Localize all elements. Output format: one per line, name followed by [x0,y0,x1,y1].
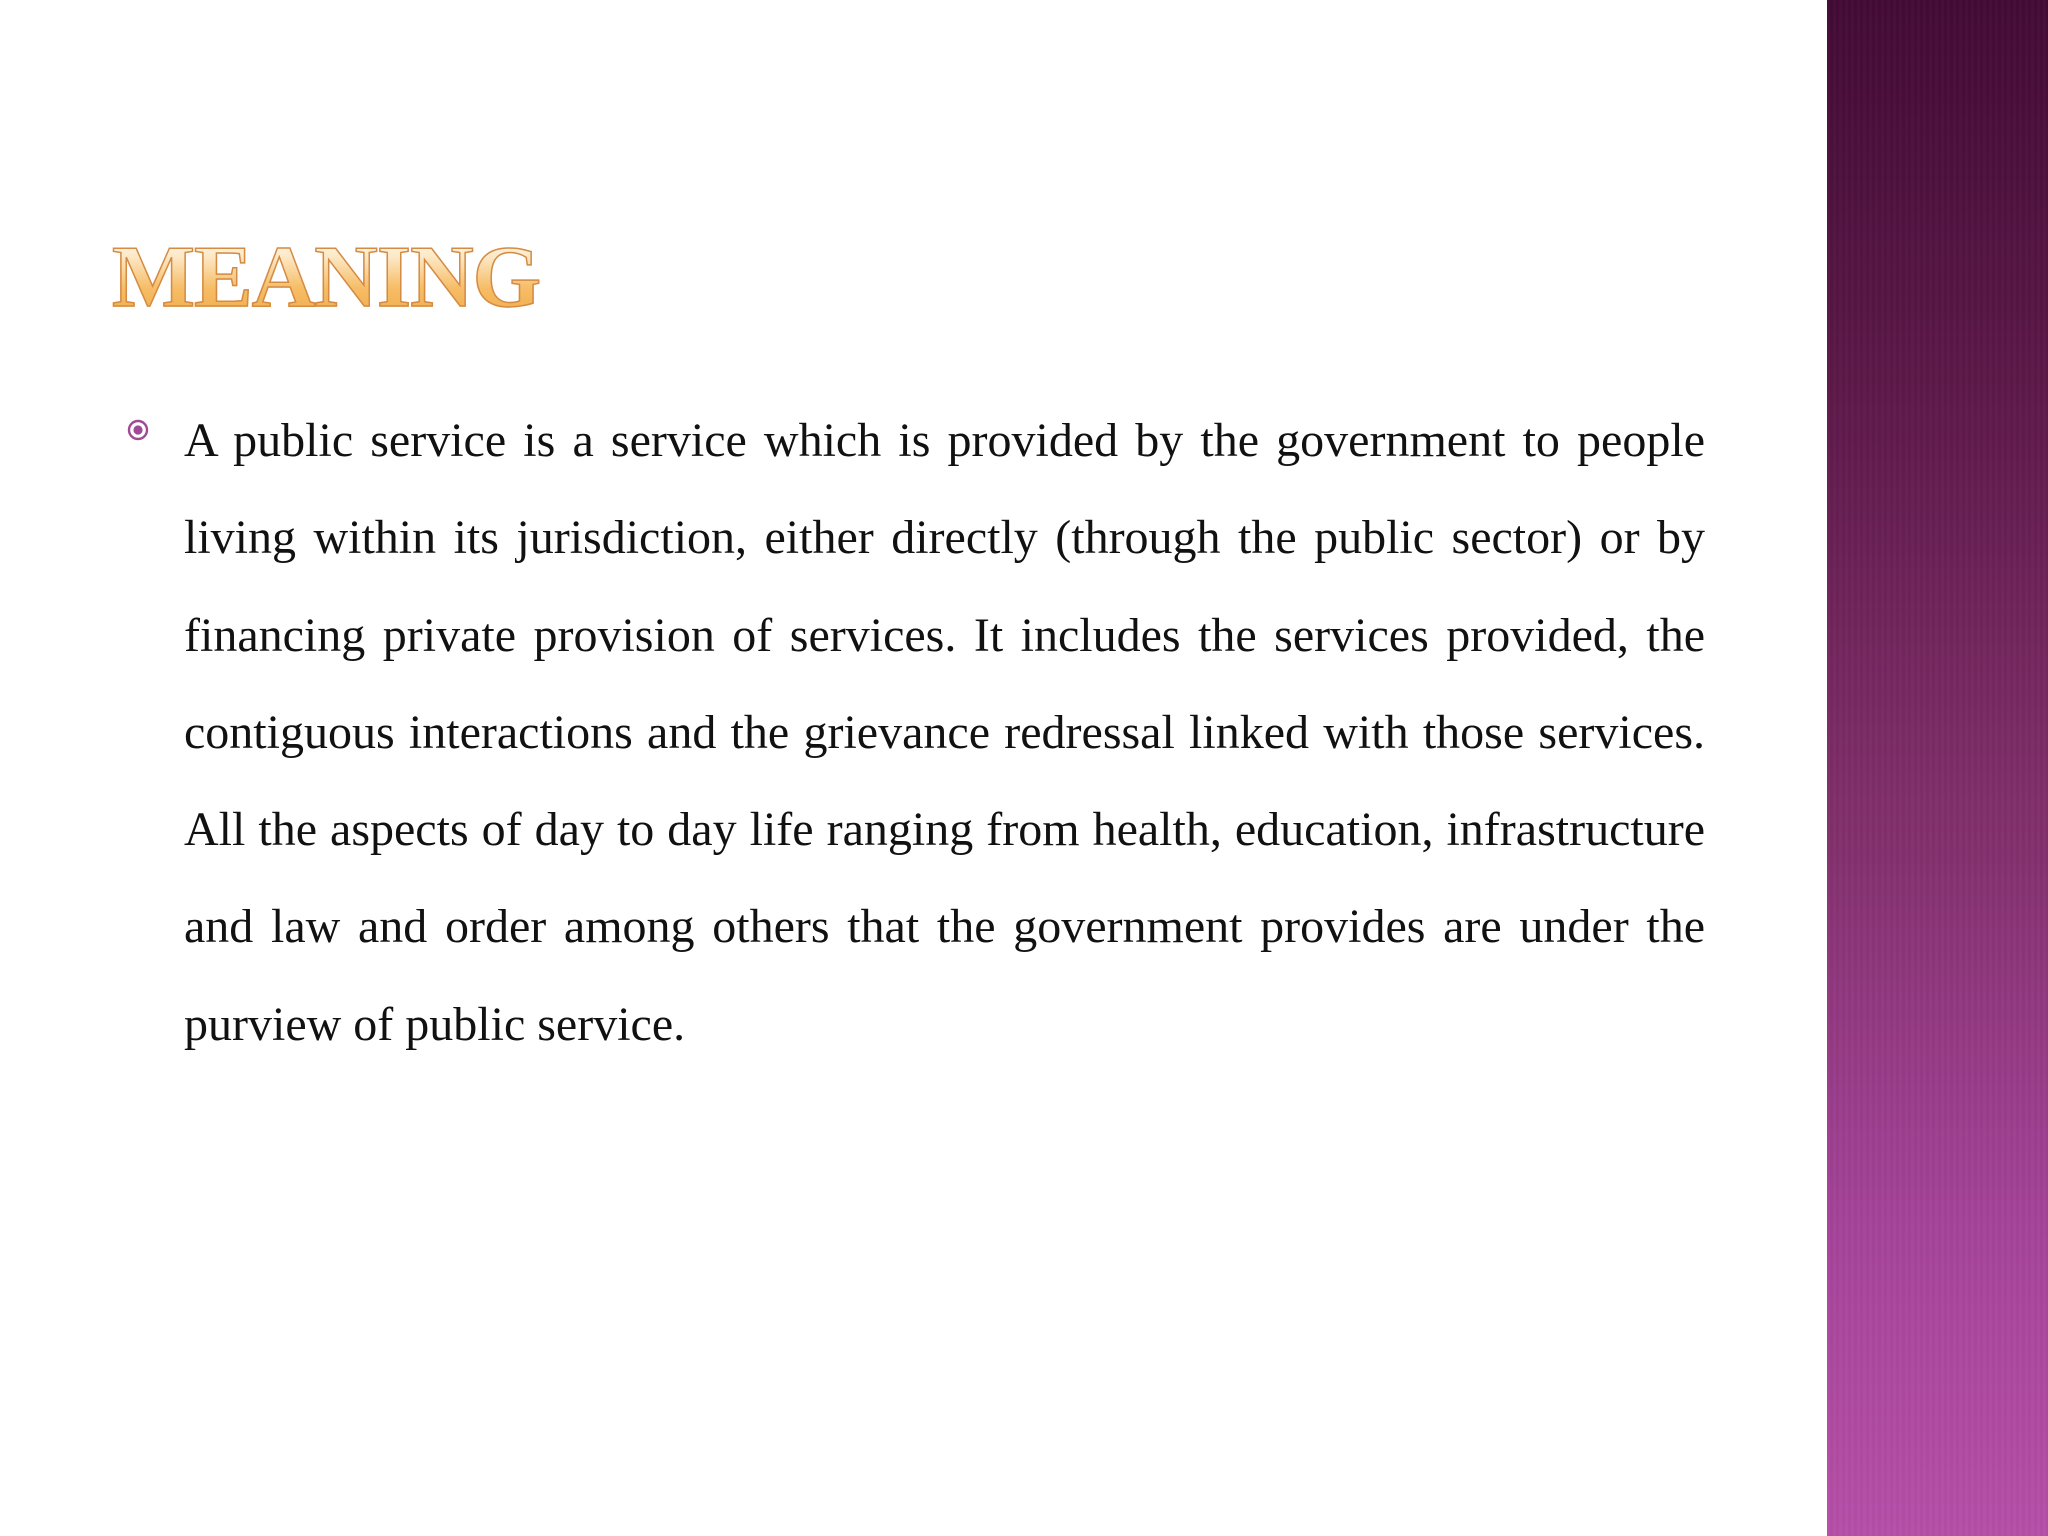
circled-dot-icon [127,419,149,441]
decorative-side-band [1827,0,2048,1536]
bullet-text: A public service is a service which is provided by the government to people living within its jurisdiction, either directly (through the public sector) or by financing private provision of services. It includes the services provided, the contiguous interactions and the grievance redressal linked with those services. All the aspects of day to day life ranging from health, education, infrastructure and law and order among others that the government provides are under the purview of public service. [184,414,1705,1051]
slide-title: MEANING [112,229,541,326]
